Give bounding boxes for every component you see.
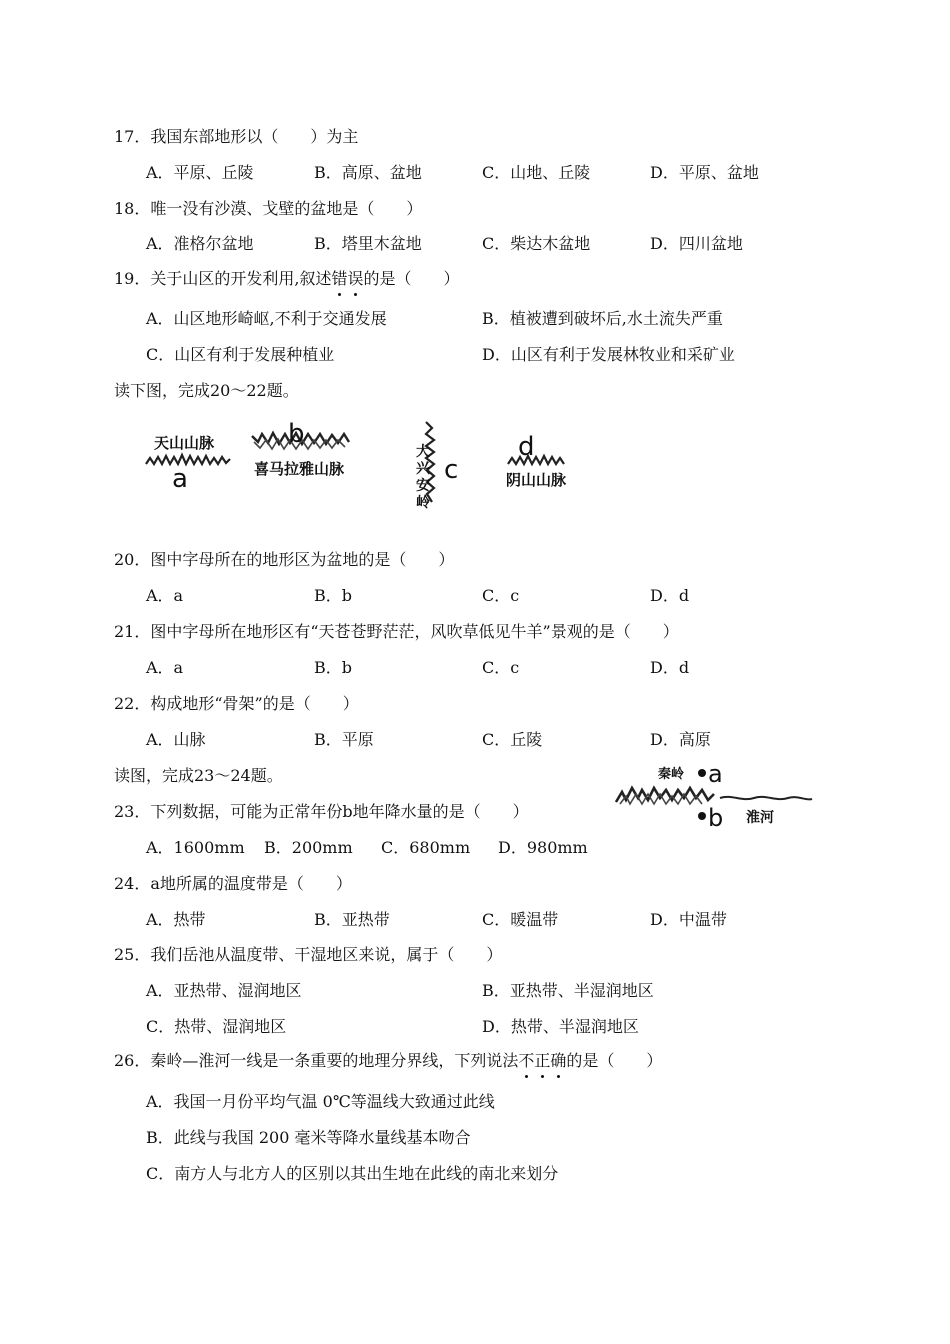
tianshan-range bbox=[146, 434, 230, 494]
q17-option-a[interactable]: A．平原、丘陵 bbox=[146, 163, 254, 182]
question-20-stem: 20．图中字母所在的地形区为盆地的是（ ） bbox=[114, 550, 455, 569]
q21-option-c[interactable]: C．c bbox=[482, 658, 520, 677]
yinshan-label: 阴山山脉 bbox=[506, 471, 567, 489]
q19-emphasis-1: 错 bbox=[331, 269, 348, 288]
q17-option-c[interactable]: C．山地、丘陵 bbox=[482, 163, 591, 182]
q25-option-c[interactable]: C．热带、湿润地区 bbox=[146, 1017, 287, 1036]
q18-option-a[interactable]: A．准格尔盆地 bbox=[146, 234, 254, 253]
question-26-stem bbox=[114, 1051, 662, 1071]
q22-option-c[interactable]: C．丘陵 bbox=[482, 730, 543, 749]
question-22-stem: 22．构成地形“骨架”的是（ ） bbox=[114, 694, 359, 713]
daxinganling-range bbox=[416, 422, 458, 511]
tianshan-ridge-icon bbox=[146, 455, 230, 464]
q19-option-b[interactable]: B．植被遭到破坏后,水土流失严重 bbox=[482, 309, 723, 328]
question-25-stem: 25．我们岳池从温度带、干湿地区来说，属于（ ） bbox=[114, 945, 503, 964]
intro-20-22: 读下图，完成20～22题。 bbox=[114, 381, 299, 400]
q20-option-d[interactable]: D．d bbox=[650, 586, 690, 605]
q23-option-b[interactable]: B．200mm bbox=[264, 838, 353, 857]
qinling-label: 秦岭 bbox=[658, 767, 685, 782]
question-18-stem: 18．唯一没有沙漠、戈壁的盆地是（ ） bbox=[114, 199, 423, 218]
question-19-stem bbox=[114, 269, 460, 289]
q18-option-d[interactable]: D．四川盆地 bbox=[650, 234, 743, 253]
daxinganling-char-2: 兴 bbox=[416, 461, 430, 477]
q26-stem-pre: 26．秦岭—淮河一线是一条重要的地理分界线，下列说法 bbox=[114, 1051, 519, 1070]
q19-stem-post: 的是（ ） bbox=[363, 269, 460, 288]
question-17-stem: 17．我国东部地形以（ ）为主 bbox=[114, 127, 359, 146]
q21-option-a[interactable]: A．a bbox=[146, 658, 184, 677]
yinshan-range bbox=[506, 432, 567, 489]
q21-option-d[interactable]: D．d bbox=[650, 658, 690, 677]
q20-option-c[interactable]: C．c bbox=[482, 586, 520, 605]
q20-option-a[interactable]: A．a bbox=[146, 586, 184, 605]
q18-option-c[interactable]: C．柴达木盆地 bbox=[482, 234, 591, 253]
q24-option-c[interactable]: C．暖温带 bbox=[482, 910, 559, 929]
mountain-ranges-figure bbox=[130, 412, 590, 522]
tianshan-label: 天山山脉 bbox=[154, 434, 215, 452]
question-24-stem: 24．a地所属的温度带是（ ） bbox=[114, 874, 352, 893]
qinling-huaihe-figure bbox=[612, 760, 822, 835]
point-a-marker bbox=[698, 769, 706, 777]
daxinganling-char-4: 岭 bbox=[416, 495, 430, 511]
q22-option-a[interactable]: A．山脉 bbox=[146, 730, 206, 749]
daxinganling-char-1: 大 bbox=[416, 444, 430, 460]
q25-option-b[interactable]: B．亚热带、半湿润地区 bbox=[482, 981, 654, 1000]
q25-option-d[interactable]: D．热带、半湿润地区 bbox=[482, 1017, 639, 1036]
q23-option-a[interactable]: A．1600mm bbox=[146, 838, 245, 857]
q22-option-d[interactable]: D．高原 bbox=[650, 730, 711, 749]
himalaya-label: 喜马拉雅山脉 bbox=[254, 460, 345, 478]
q24-option-a[interactable]: A．热带 bbox=[146, 910, 206, 929]
q17-option-d[interactable]: D．平原、盆地 bbox=[650, 163, 759, 182]
letter-b: b bbox=[288, 419, 305, 449]
q26-emphasis-1: 不 bbox=[518, 1051, 535, 1070]
q19-emphasis-2: 误 bbox=[347, 269, 364, 288]
intro-23-24: 读图，完成23～24题。 bbox=[114, 766, 283, 785]
map2-letter-a: a bbox=[708, 760, 723, 788]
letter-a: a bbox=[172, 464, 188, 494]
q17-option-b[interactable]: B．高原、盆地 bbox=[314, 163, 422, 182]
q18-option-b[interactable]: B．塔里木盆地 bbox=[314, 234, 422, 253]
question-23-stem: 23．下列数据，可能为正常年份b地年降水量的是（ ） bbox=[114, 802, 529, 821]
q26-emphasis-3: 确 bbox=[550, 1051, 567, 1070]
q26-option-c[interactable]: C．南方人与北方人的区别以其出生地在此线的南北来划分 bbox=[146, 1164, 559, 1183]
q19-stem-pre: 19．关于山区的开发利用,叙述 bbox=[114, 269, 332, 288]
q23-option-c[interactable]: C．680mm bbox=[381, 838, 471, 857]
point-b-marker bbox=[698, 812, 706, 820]
q26-emphasis-2: 正 bbox=[534, 1051, 551, 1070]
daxinganling-char-3: 安 bbox=[416, 478, 430, 494]
q19-option-d[interactable]: D．山区有利于发展林牧业和采矿业 bbox=[482, 345, 735, 364]
qinling-ridge-shade-icon bbox=[620, 794, 702, 804]
huaihe-river-icon bbox=[720, 797, 812, 800]
q26-option-b[interactable]: B．此线与我国 200 毫米等降水量线基本吻合 bbox=[146, 1128, 471, 1147]
yinshan-ridge-icon bbox=[508, 456, 564, 464]
q24-option-d[interactable]: D．中温带 bbox=[650, 910, 727, 929]
letter-c: c bbox=[444, 455, 459, 485]
q26-stem-post: 的是（ ） bbox=[566, 1051, 663, 1070]
q19-option-c[interactable]: C．山区有利于发展种植业 bbox=[146, 345, 335, 364]
q20-option-b[interactable]: B．b bbox=[314, 586, 353, 605]
q19-option-a[interactable]: A．山区地形崎岖,不利于交通发展 bbox=[146, 309, 387, 328]
letter-d: d bbox=[518, 432, 535, 462]
q26-option-a[interactable]: A．我国一月份平均气温 0℃等温线大致通过此线 bbox=[146, 1092, 495, 1111]
himalaya-range bbox=[252, 419, 349, 478]
q21-option-b[interactable]: B．b bbox=[314, 658, 353, 677]
q22-option-b[interactable]: B．平原 bbox=[314, 730, 374, 749]
q24-option-b[interactable]: B．亚热带 bbox=[314, 910, 390, 929]
question-21-stem: 21．图中字母所在地形区有“天苍苍野茫茫，风吹草低见牛羊”景观的是（ ） bbox=[114, 622, 679, 641]
q23-option-d[interactable]: D．980mm bbox=[498, 838, 588, 857]
huaihe-label: 淮河 bbox=[746, 810, 774, 826]
q25-option-a[interactable]: A．亚热带、湿润地区 bbox=[146, 981, 302, 1000]
map2-letter-b: b bbox=[708, 804, 724, 832]
